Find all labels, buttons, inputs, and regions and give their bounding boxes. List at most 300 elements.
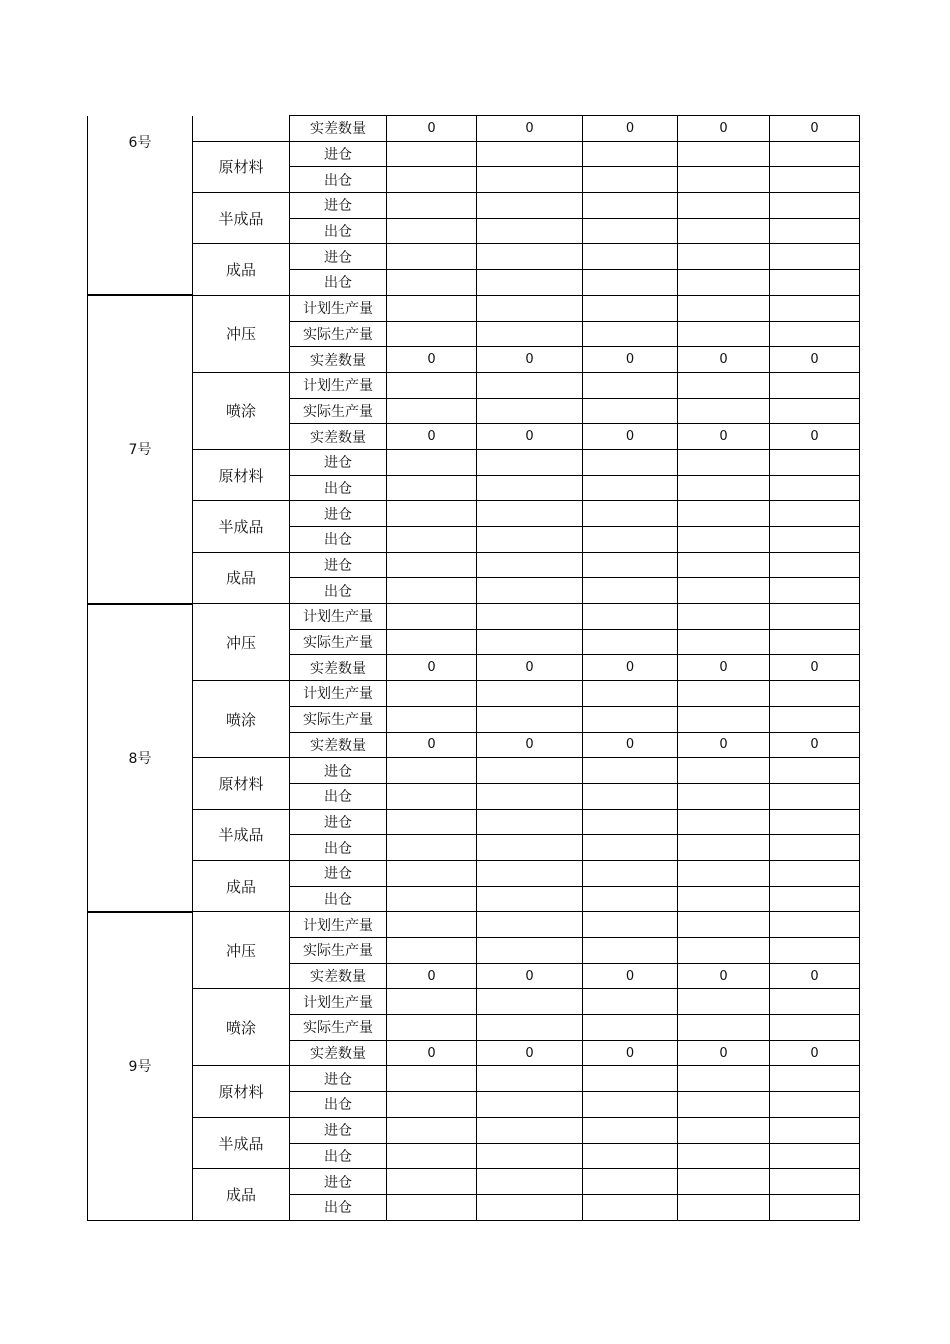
value-cell[interactable] — [387, 552, 477, 578]
value-cell[interactable] — [477, 501, 583, 527]
value-cell[interactable] — [770, 860, 860, 886]
value-cell[interactable] — [477, 835, 583, 861]
line-item-label: 进仓 — [290, 141, 387, 167]
value-cell[interactable] — [477, 938, 583, 964]
value-cell[interactable] — [583, 527, 678, 553]
value-cell[interactable] — [678, 321, 770, 347]
value-cell[interactable]: 0 — [770, 1040, 860, 1066]
line-item-label: 进仓 — [290, 758, 387, 784]
line-item-label: 出仓 — [290, 886, 387, 912]
value-cell[interactable] — [770, 295, 860, 321]
value-cell[interactable]: 0 — [678, 963, 770, 989]
value-cell[interactable] — [678, 758, 770, 784]
table-row — [88, 860, 860, 886]
value-cell[interactable] — [477, 141, 583, 167]
line-item-label: 实际生产量 — [290, 629, 387, 655]
value-cell[interactable] — [477, 449, 583, 475]
value-cell[interactable] — [770, 218, 860, 244]
value-cell[interactable] — [770, 629, 860, 655]
value-cell[interactable] — [387, 835, 477, 861]
value-cell[interactable]: 0 — [477, 655, 583, 681]
value-cell[interactable] — [477, 475, 583, 501]
value-cell[interactable] — [583, 372, 678, 398]
value-cell[interactable] — [477, 552, 583, 578]
value-cell[interactable] — [387, 475, 477, 501]
value-cell[interactable] — [387, 244, 477, 270]
value-cell[interactable]: 0 — [770, 347, 860, 373]
category-cell: 半成品 — [193, 1117, 290, 1168]
value-cell[interactable] — [770, 270, 860, 296]
value-cell[interactable]: 0 — [477, 424, 583, 450]
value-cell[interactable] — [387, 938, 477, 964]
value-cell[interactable] — [477, 809, 583, 835]
value-cell[interactable] — [387, 1015, 477, 1041]
value-cell[interactable] — [583, 321, 678, 347]
value-cell[interactable] — [583, 1117, 678, 1143]
value-cell[interactable] — [477, 295, 583, 321]
line-item-label: 实际生产量 — [290, 1015, 387, 1041]
value-cell[interactable]: 0 — [477, 116, 583, 142]
value-cell[interactable] — [477, 1169, 583, 1195]
line-item-label: 出仓 — [290, 270, 387, 296]
line-item-label: 实差数量 — [290, 347, 387, 373]
table-row — [88, 681, 860, 707]
value-cell[interactable] — [387, 449, 477, 475]
value-cell[interactable] — [678, 552, 770, 578]
value-cell[interactable]: 0 — [477, 1040, 583, 1066]
value-cell[interactable] — [678, 1194, 770, 1220]
category-cell: 冲压 — [193, 912, 290, 989]
value-cell[interactable] — [387, 1143, 477, 1169]
category-cell: 喷涂 — [193, 372, 290, 449]
value-cell[interactable] — [387, 1117, 477, 1143]
category-cell: 冲压 — [193, 295, 290, 372]
line-item-label: 实差数量 — [290, 655, 387, 681]
value-cell[interactable] — [387, 372, 477, 398]
line-item-label: 出仓 — [290, 835, 387, 861]
value-cell[interactable] — [477, 758, 583, 784]
value-cell[interactable]: 0 — [678, 116, 770, 142]
value-cell[interactable] — [678, 578, 770, 604]
value-cell[interactable]: 0 — [678, 655, 770, 681]
value-cell[interactable] — [678, 1066, 770, 1092]
category-cell: 原材料 — [193, 449, 290, 500]
value-cell[interactable] — [387, 501, 477, 527]
machine-number-cell: 8号 — [88, 604, 193, 912]
value-cell[interactable] — [678, 475, 770, 501]
value-cell[interactable] — [583, 938, 678, 964]
value-cell[interactable]: 0 — [387, 347, 477, 373]
value-cell[interactable] — [678, 270, 770, 296]
line-item-label: 实差数量 — [290, 116, 387, 142]
line-item-label: 实差数量 — [290, 1040, 387, 1066]
machine-number-cell: 9号 — [88, 912, 193, 1220]
value-cell[interactable] — [583, 270, 678, 296]
value-cell[interactable] — [770, 167, 860, 193]
line-item-label: 出仓 — [290, 1143, 387, 1169]
value-cell[interactable] — [583, 398, 678, 424]
value-cell[interactable] — [477, 629, 583, 655]
value-cell[interactable] — [678, 527, 770, 553]
value-cell[interactable] — [477, 193, 583, 219]
value-cell[interactable] — [770, 527, 860, 553]
value-cell[interactable] — [387, 860, 477, 886]
value-cell[interactable]: 0 — [678, 347, 770, 373]
line-item-label: 出仓 — [290, 783, 387, 809]
value-cell[interactable] — [583, 604, 678, 630]
value-cell[interactable] — [770, 578, 860, 604]
value-cell[interactable] — [770, 244, 860, 270]
value-cell[interactable] — [387, 783, 477, 809]
line-item-label: 进仓 — [290, 860, 387, 886]
value-cell[interactable] — [583, 1143, 678, 1169]
value-cell[interactable]: 0 — [583, 963, 678, 989]
value-cell[interactable] — [477, 783, 583, 809]
value-cell[interactable]: 0 — [583, 1040, 678, 1066]
value-cell[interactable] — [678, 1169, 770, 1195]
value-cell[interactable] — [583, 167, 678, 193]
value-cell[interactable] — [678, 860, 770, 886]
line-item-label: 实际生产量 — [290, 398, 387, 424]
value-cell[interactable] — [678, 295, 770, 321]
value-cell[interactable] — [678, 398, 770, 424]
value-cell[interactable] — [477, 372, 583, 398]
value-cell[interactable] — [477, 270, 583, 296]
value-cell[interactable] — [770, 1194, 860, 1220]
value-cell[interactable] — [583, 835, 678, 861]
value-cell[interactable] — [678, 1015, 770, 1041]
value-cell[interactable] — [583, 501, 678, 527]
value-cell[interactable]: 0 — [477, 347, 583, 373]
value-cell[interactable] — [583, 295, 678, 321]
value-cell[interactable] — [770, 552, 860, 578]
table-row — [88, 295, 860, 321]
value-cell[interactable] — [477, 1117, 583, 1143]
value-cell[interactable] — [387, 167, 477, 193]
value-cell[interactable] — [477, 681, 583, 707]
line-item-label: 实际生产量 — [290, 321, 387, 347]
value-cell[interactable] — [583, 860, 678, 886]
line-item-label: 进仓 — [290, 244, 387, 270]
value-cell[interactable] — [770, 141, 860, 167]
value-cell[interactable]: 0 — [770, 963, 860, 989]
line-item-label: 实际生产量 — [290, 706, 387, 732]
value-cell[interactable]: 0 — [387, 424, 477, 450]
value-cell[interactable] — [770, 758, 860, 784]
value-cell[interactable] — [583, 1169, 678, 1195]
value-cell[interactable]: 0 — [477, 963, 583, 989]
value-cell[interactable] — [583, 989, 678, 1015]
table-body — [88, 116, 860, 1221]
value-cell[interactable] — [583, 681, 678, 707]
value-cell[interactable] — [678, 681, 770, 707]
value-cell[interactable] — [770, 1015, 860, 1041]
value-cell[interactable] — [678, 783, 770, 809]
value-cell[interactable]: 0 — [387, 116, 477, 142]
value-cell[interactable] — [387, 809, 477, 835]
value-cell[interactable] — [583, 449, 678, 475]
line-item-label: 计划生产量 — [290, 989, 387, 1015]
value-cell[interactable]: 0 — [583, 424, 678, 450]
value-cell[interactable] — [477, 1066, 583, 1092]
value-cell[interactable] — [477, 244, 583, 270]
category-cell: 成品 — [193, 1169, 290, 1220]
table-row — [88, 372, 860, 398]
value-cell[interactable] — [583, 886, 678, 912]
category-cell: 原材料 — [193, 1066, 290, 1117]
line-item-label: 计划生产量 — [290, 681, 387, 707]
value-cell[interactable] — [678, 629, 770, 655]
value-cell[interactable] — [770, 1092, 860, 1118]
value-cell[interactable] — [477, 578, 583, 604]
value-cell[interactable] — [678, 809, 770, 835]
value-cell[interactable] — [678, 167, 770, 193]
line-item-label: 计划生产量 — [290, 295, 387, 321]
value-cell[interactable] — [678, 604, 770, 630]
value-cell[interactable] — [770, 604, 860, 630]
value-cell[interactable] — [583, 809, 678, 835]
value-cell[interactable] — [387, 1092, 477, 1118]
table-row — [88, 758, 860, 784]
value-cell[interactable] — [387, 681, 477, 707]
value-cell[interactable] — [770, 321, 860, 347]
table-row — [88, 552, 860, 578]
value-cell[interactable] — [678, 1092, 770, 1118]
value-cell[interactable] — [678, 912, 770, 938]
value-cell[interactable]: 0 — [770, 655, 860, 681]
table-row — [88, 809, 860, 835]
value-cell[interactable] — [477, 398, 583, 424]
value-cell[interactable] — [477, 321, 583, 347]
value-cell[interactable]: 0 — [583, 116, 678, 142]
category-cell: 半成品 — [193, 501, 290, 552]
value-cell[interactable]: 0 — [583, 347, 678, 373]
value-cell[interactable] — [583, 193, 678, 219]
value-cell[interactable] — [387, 758, 477, 784]
value-cell[interactable] — [583, 244, 678, 270]
value-cell[interactable] — [583, 1066, 678, 1092]
value-cell[interactable] — [387, 1169, 477, 1195]
value-cell[interactable] — [583, 552, 678, 578]
value-cell[interactable]: 0 — [770, 116, 860, 142]
value-cell[interactable]: 0 — [387, 1040, 477, 1066]
value-cell[interactable] — [770, 1117, 860, 1143]
value-cell[interactable]: 0 — [678, 424, 770, 450]
value-cell[interactable] — [770, 989, 860, 1015]
value-cell[interactable] — [770, 1066, 860, 1092]
line-item-label: 进仓 — [290, 1117, 387, 1143]
value-cell[interactable] — [770, 886, 860, 912]
value-cell[interactable] — [477, 706, 583, 732]
value-cell[interactable] — [770, 449, 860, 475]
value-cell[interactable] — [770, 193, 860, 219]
value-cell[interactable] — [387, 1066, 477, 1092]
value-cell[interactable] — [678, 938, 770, 964]
value-cell[interactable] — [583, 475, 678, 501]
value-cell[interactable] — [477, 167, 583, 193]
value-cell[interactable] — [583, 758, 678, 784]
line-item-label: 进仓 — [290, 1066, 387, 1092]
line-item-label: 出仓 — [290, 475, 387, 501]
value-cell[interactable] — [477, 989, 583, 1015]
category-cell: 喷涂 — [193, 989, 290, 1066]
value-cell[interactable] — [477, 604, 583, 630]
value-cell[interactable] — [583, 706, 678, 732]
value-cell[interactable] — [477, 1143, 583, 1169]
table-row — [88, 1066, 860, 1092]
value-cell[interactable] — [387, 398, 477, 424]
value-cell[interactable] — [583, 1015, 678, 1041]
value-cell[interactable] — [678, 886, 770, 912]
value-cell[interactable] — [477, 912, 583, 938]
table-row — [88, 604, 860, 630]
value-cell[interactable] — [477, 1194, 583, 1220]
value-cell[interactable] — [678, 244, 770, 270]
value-cell[interactable]: 0 — [387, 963, 477, 989]
value-cell[interactable] — [583, 141, 678, 167]
category-cell: 成品 — [193, 552, 290, 603]
value-cell[interactable] — [583, 1194, 678, 1220]
value-cell[interactable] — [477, 218, 583, 244]
line-item-label: 计划生产量 — [290, 372, 387, 398]
machine-number-cell: 6号 — [88, 116, 193, 296]
value-cell[interactable] — [770, 835, 860, 861]
line-item-label: 进仓 — [290, 449, 387, 475]
value-cell[interactable] — [583, 629, 678, 655]
value-cell[interactable] — [583, 783, 678, 809]
value-cell[interactable] — [387, 578, 477, 604]
table-row — [88, 449, 860, 475]
value-cell[interactable] — [477, 527, 583, 553]
line-item-label: 实差数量 — [290, 732, 387, 758]
value-cell[interactable] — [678, 989, 770, 1015]
value-cell[interactable] — [477, 886, 583, 912]
category-cell: 原材料 — [193, 141, 290, 192]
table-row — [88, 989, 860, 1015]
value-cell[interactable] — [678, 1117, 770, 1143]
value-cell[interactable] — [387, 321, 477, 347]
value-cell[interactable]: 0 — [583, 655, 678, 681]
value-cell[interactable] — [387, 295, 477, 321]
line-item-label: 出仓 — [290, 1092, 387, 1118]
line-item-label: 实差数量 — [290, 963, 387, 989]
value-cell[interactable]: 0 — [770, 424, 860, 450]
value-cell[interactable]: 0 — [583, 732, 678, 758]
line-item-label: 出仓 — [290, 527, 387, 553]
line-item-label: 进仓 — [290, 552, 387, 578]
value-cell[interactable] — [387, 604, 477, 630]
value-cell[interactable] — [678, 1143, 770, 1169]
value-cell[interactable] — [770, 783, 860, 809]
value-cell[interactable] — [583, 578, 678, 604]
category-cell — [193, 116, 290, 142]
value-cell[interactable] — [477, 860, 583, 886]
value-cell[interactable] — [387, 706, 477, 732]
line-item-label: 进仓 — [290, 501, 387, 527]
table-row — [88, 244, 860, 270]
line-item-label: 实际生产量 — [290, 938, 387, 964]
category-cell: 成品 — [193, 860, 290, 911]
value-cell[interactable] — [678, 218, 770, 244]
value-cell[interactable]: 0 — [678, 732, 770, 758]
value-cell[interactable] — [387, 912, 477, 938]
value-cell[interactable]: 0 — [387, 655, 477, 681]
value-cell[interactable] — [770, 1143, 860, 1169]
value-cell[interactable] — [387, 218, 477, 244]
value-cell[interactable] — [387, 141, 477, 167]
value-cell[interactable] — [770, 501, 860, 527]
value-cell[interactable] — [477, 1015, 583, 1041]
line-item-label: 出仓 — [290, 167, 387, 193]
value-cell[interactable] — [583, 1092, 678, 1118]
category-cell: 原材料 — [193, 758, 290, 809]
value-cell[interactable] — [387, 886, 477, 912]
value-cell[interactable] — [770, 681, 860, 707]
value-cell[interactable] — [678, 706, 770, 732]
value-cell[interactable] — [678, 501, 770, 527]
value-cell[interactable] — [678, 141, 770, 167]
table-row — [88, 1117, 860, 1143]
production-inventory-table — [87, 115, 860, 1221]
line-item-label: 出仓 — [290, 1194, 387, 1220]
machine-number-cell: 7号 — [88, 295, 193, 603]
line-item-label: 计划生产量 — [290, 912, 387, 938]
category-cell: 半成品 — [193, 193, 290, 244]
value-cell[interactable] — [770, 372, 860, 398]
value-cell[interactable] — [387, 270, 477, 296]
table-row — [88, 1169, 860, 1195]
value-cell[interactable] — [387, 629, 477, 655]
value-cell[interactable]: 0 — [770, 732, 860, 758]
value-cell[interactable] — [583, 912, 678, 938]
line-item-label: 出仓 — [290, 578, 387, 604]
value-cell[interactable] — [770, 706, 860, 732]
value-cell[interactable] — [770, 398, 860, 424]
line-item-label: 实差数量 — [290, 424, 387, 450]
value-cell[interactable]: 0 — [477, 732, 583, 758]
category-cell: 半成品 — [193, 809, 290, 860]
table-row — [88, 116, 860, 142]
category-cell: 成品 — [193, 244, 290, 295]
value-cell[interactable] — [770, 475, 860, 501]
value-cell[interactable] — [770, 1169, 860, 1195]
table-row — [88, 501, 860, 527]
value-cell[interactable] — [477, 1092, 583, 1118]
value-cell[interactable] — [770, 938, 860, 964]
table-row — [88, 193, 860, 219]
value-cell[interactable] — [770, 809, 860, 835]
line-item-label: 进仓 — [290, 1169, 387, 1195]
line-item-label: 计划生产量 — [290, 604, 387, 630]
table-row — [88, 912, 860, 938]
line-item-label: 进仓 — [290, 193, 387, 219]
value-cell[interactable] — [678, 835, 770, 861]
table-row — [88, 141, 860, 167]
value-cell[interactable] — [770, 912, 860, 938]
line-item-label: 进仓 — [290, 809, 387, 835]
value-cell[interactable] — [387, 527, 477, 553]
value-cell[interactable] — [678, 372, 770, 398]
value-cell[interactable] — [387, 1194, 477, 1220]
value-cell[interactable] — [678, 449, 770, 475]
value-cell[interactable] — [387, 989, 477, 1015]
value-cell[interactable] — [583, 218, 678, 244]
value-cell[interactable]: 0 — [387, 732, 477, 758]
value-cell[interactable] — [387, 193, 477, 219]
value-cell[interactable] — [678, 193, 770, 219]
value-cell[interactable]: 0 — [678, 1040, 770, 1066]
line-item-label: 出仓 — [290, 218, 387, 244]
